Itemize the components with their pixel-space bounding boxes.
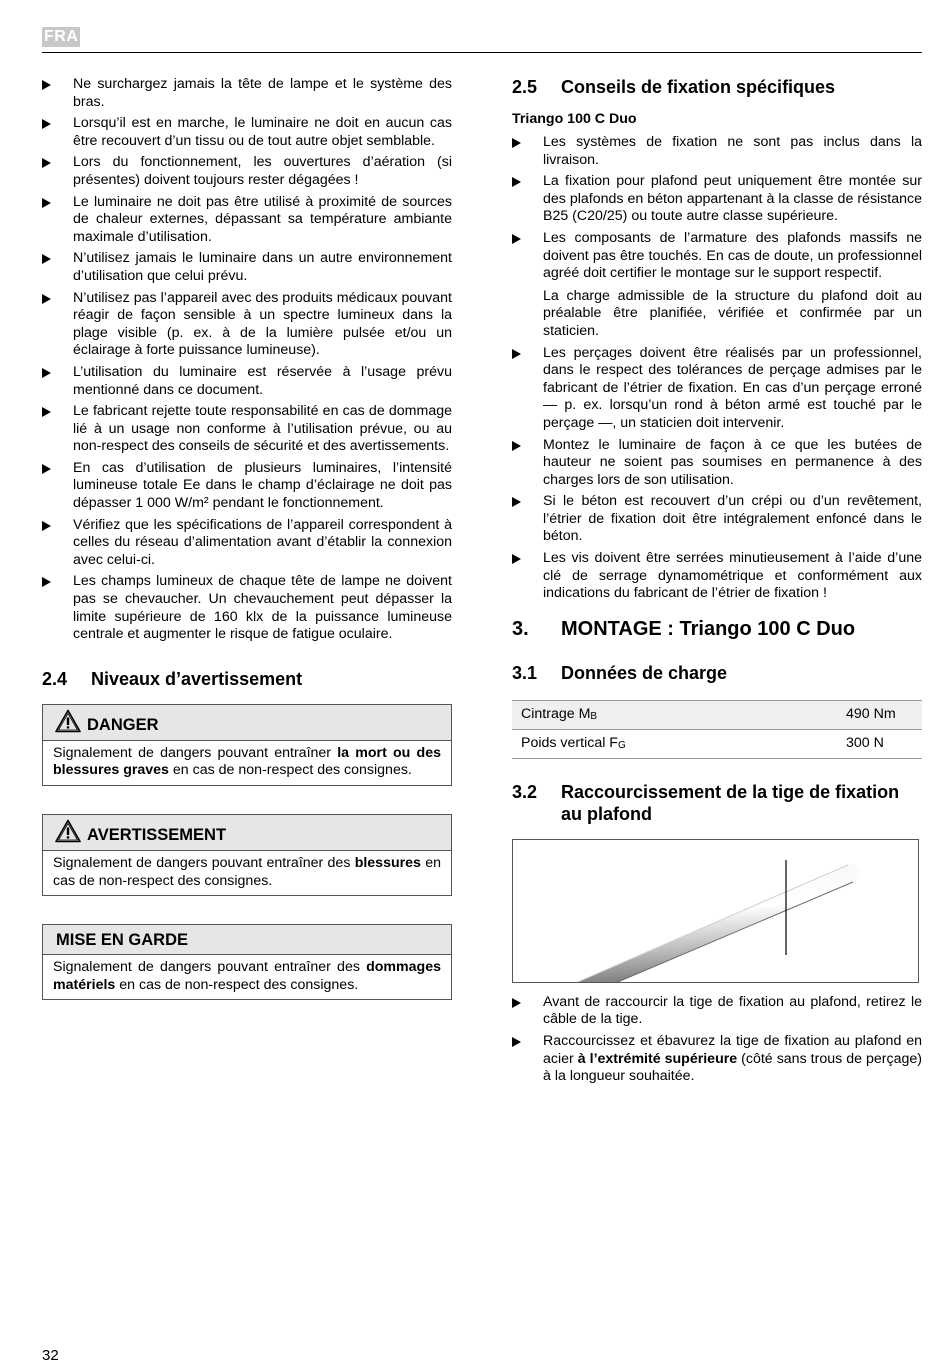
section-heading-3-1: 3.1 Données de charge (512, 662, 728, 683)
bullet-arrow-icon (42, 254, 51, 264)
list-item: Lorsqu’il est en marche, le luminaire ne doit en aucun cas être recouvert d’un tissu ou de tout autre objet semblable. (42, 115, 452, 150)
list-item: Les perçages doivent être réalisés par un professionnel, dans le respect des tolérances de perçage admises par le fabricant de l’étrier de fixation. En cas d’un perçage erroné — p. ex. lorsqu’un rond à béton armé est touché par le perçage —, un staticien doit intervenir. (512, 345, 922, 433)
list-item: Le fabricant rejette toute responsabilité en cas de dommage lié à un usage non conforme à l’utilisation prévue, ou au non-respect des conseils de sécurité et des avertissements. (42, 403, 452, 456)
mise-en-garde-header: MISE EN GARDE (43, 925, 451, 955)
bullet-arrow-icon (42, 158, 51, 168)
bullet-arrow-icon (42, 368, 51, 378)
list-item: La fixation pour plafond peut uniquement être montée sur des plafonds en béton appartenant à la classe de résistance B25 (C20/25) ou toute autre classe supérieure. (512, 173, 922, 226)
list-item: Montez le luminaire de façon à ce que les butées de hauteur ne soient pas soumises en permanence à des charges lors de son utilisation. (512, 437, 922, 490)
bullet-arrow-icon (512, 349, 521, 359)
rod-illustration (512, 839, 919, 983)
section-heading-2-4: 2.4 Niveaux d’avertissement (42, 668, 303, 689)
list-item: Les composants de l’armature des plafonds massifs ne doivent pas être touchés. En cas de doute, un professionnel agréé doit certifier le montage sur le support respectif. La charge admissible de la structure du plafond doit au préalable être planifiée, vérifiée et confirmée par un staticien. (512, 230, 922, 341)
fixation-list (512, 134, 922, 603)
section-heading-3-2: 3.2 Raccourcissement de la tige de fixation au plafond (512, 781, 900, 824)
list-item: Si le béton est recouvert d’un crépi ou d’un revêtement, l’étrier de fixation doit être intégralement enfoncé dans le béton. (512, 493, 922, 546)
bullet-arrow-icon (512, 441, 521, 451)
bullet-arrow-icon (512, 138, 521, 148)
list-item: Raccourcissez et ébavurez la tige de fixation au plafond en acier à l’extrémité supérieure (côté sans trous de perçage) à la longueur souhaitée. (512, 1033, 922, 1086)
page-number: 32 (42, 1347, 59, 1364)
bullet-arrow-icon (42, 577, 51, 587)
warning-triangle-icon (55, 709, 81, 733)
bullet-arrow-icon (42, 119, 51, 129)
table-cell-value: 300 N (846, 729, 922, 758)
bullet-arrow-icon (42, 521, 51, 531)
list-item: N’utilisez jamais le luminaire dans un autre environnement d’utilisation que celui prévu. (42, 250, 452, 285)
mise-en-garde-box (42, 924, 452, 1000)
table-cell-label: Poids vertical $F_G$ (512, 729, 846, 758)
section-heading-2-5: 2.5 Conseils de fixation spécifiques (512, 77, 836, 97)
avertissement-box (42, 814, 452, 896)
list-item: Lors du fonctionnement, les ouvertures d’aération (si présentes) doivent toujours rester dégagées ! (42, 154, 452, 189)
right-column (512, 76, 922, 1090)
bullet-arrow-icon (42, 294, 51, 304)
danger-text: Signalement de dangers pouvant entraîner la mort ou des blessures graves en cas de non-respect des consignes. (53, 744, 441, 779)
bullet-arrow-icon (42, 464, 51, 474)
avertissement-text: Signalement de dangers pouvant entraîner des blessures en cas de non-respect des consignes. (53, 855, 441, 889)
list-item: Le luminaire ne doit pas être utilisé à proximité de sources de chaleur externes, dépassant sa température ambiante maximale d’utilisation. (42, 194, 452, 247)
list-item: L’utilisation du luminaire est réservée à l’usage prévu mentionné dans ce document. (42, 364, 452, 399)
list-item: N’utilisez pas l’appareil avec des produits médicaux pouvant réagir de façon sensible à un spectre lumineux dans la plage visible (p. ex. à de la lumière pulsée et/ou un éclairage à forte puissance lumineuse). (42, 290, 452, 360)
bullet-arrow-icon (42, 198, 51, 208)
safety-list (42, 76, 452, 644)
danger-header: DANGER (43, 705, 451, 741)
table-row (512, 729, 922, 758)
list-item: Les systèmes de fixation ne sont pas inclus dans la livraison. (512, 134, 922, 169)
left-column (42, 76, 452, 1028)
rod-drawing (513, 840, 919, 983)
bullet-arrow-icon (512, 234, 521, 244)
warning-triangle-icon (55, 819, 81, 843)
list-item: Les vis doivent être serrées minutieusement à l’aide d’une clé de serrage dynamométrique et conformément aux indications du fabricant de l’étrier de fixation ! (512, 550, 922, 603)
bullet-arrow-icon (512, 1037, 521, 1047)
statics-note: La charge admissible de la structure du plafond doit au préalable être planifiée, vérifiée et confirmée par un staticien. (543, 287, 922, 339)
section-heading-3: 3. MONTAGE : Triango 100 C Duo (512, 617, 856, 640)
bullet-arrow-icon (42, 407, 51, 417)
avertissement-header: AVERTISSEMENT (43, 815, 451, 851)
bullet-arrow-icon (512, 497, 521, 507)
table-row (512, 700, 922, 729)
header-rule (42, 52, 922, 53)
list-item: Ne surchargez jamais la tête de lampe et le système des bras. (42, 76, 452, 111)
danger-box (42, 704, 452, 786)
list-item: En cas d’utilisation de plusieurs luminaires, l’intensité lumineuse totale Ee dans le champ d’éclairage ne doit pas dépasser 1 000 W/m² pendant le fonctionnement. (42, 460, 452, 513)
load-data-table (512, 700, 922, 759)
rod-steps-list (512, 994, 922, 1086)
bullet-arrow-icon (42, 80, 51, 90)
table-cell-value: 490 Nm (846, 700, 922, 729)
table-cell-label: Cintrage $M_B$ (512, 700, 846, 729)
product-subheading: Triango 100 C Duo (512, 111, 637, 127)
list-item: Avant de raccourcir la tige de fixation au plafond, retirez le câble de la tige. (512, 994, 922, 1029)
list-item: Les champs lumineux de chaque tête de lampe ne doivent pas se chevaucher. Un chevauchement peut dépasser la limite supérieure de 160 klx de la puissance lumineuse centrale et augmenter le risque de fatigue oculaire. (42, 573, 452, 643)
mise-en-garde-text: Signalement de dangers pouvant entraîner des dommages matériels en cas de non-respect des consignes. (53, 959, 441, 993)
bullet-arrow-icon (512, 177, 521, 187)
language-tag: FRA (44, 28, 79, 45)
bullet-arrow-icon (512, 554, 521, 564)
list-item: Vérifiez que les spécifications de l’appareil correspondent à celles du réseau d’alimentation avant d’établir la connexion avec celui-ci. (42, 517, 452, 570)
bullet-arrow-icon (512, 998, 521, 1008)
